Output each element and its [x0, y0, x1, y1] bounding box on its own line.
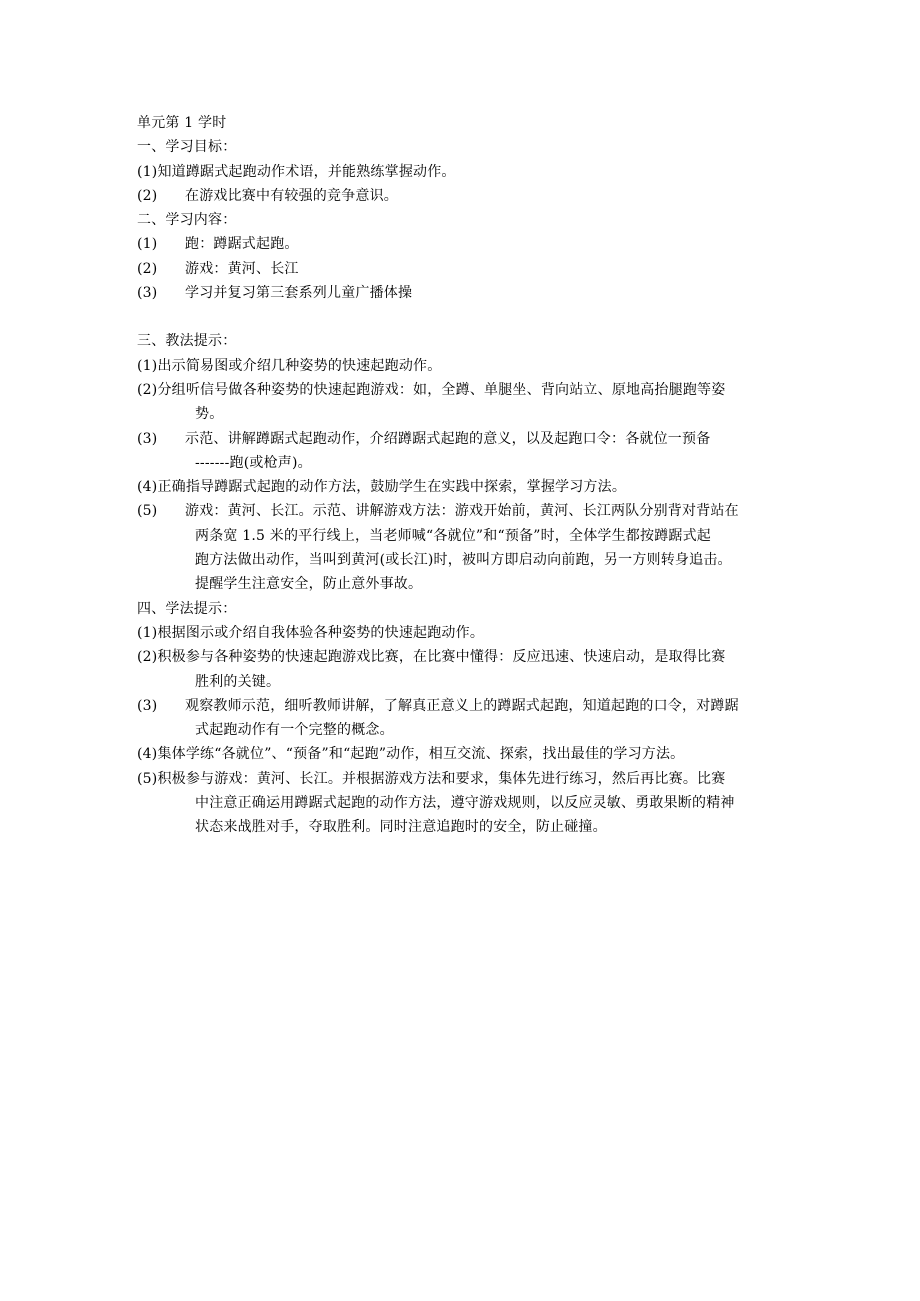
list-item: [137, 645, 787, 669]
section-heading-goals: 一、学习目标：: [137, 139, 237, 156]
item-text: 积极参与游戏：黄河、长江。并根据游戏方法和要求，集体先进行练习，然后再比赛。比赛: [157, 770, 726, 787]
item-number: (2): [137, 187, 158, 204]
item-number: (2): [137, 260, 158, 277]
item-text: 游戏：黄河、长江: [185, 260, 299, 277]
item-continuation: -------跑(或枪声)。: [195, 454, 312, 471]
list-item: [137, 742, 787, 766]
blank-line: [137, 305, 787, 329]
item-number: (1): [137, 357, 158, 374]
item-text: 学习并复习第三套系列儿童广播体操: [185, 285, 413, 302]
item-continuation: 式起跑动作有一个完整的概念。: [195, 722, 394, 739]
item-continuation: 提醒学生注意安全，防止意外事故。: [195, 576, 423, 593]
list-item: [137, 232, 787, 256]
list-item: [137, 160, 787, 184]
item-number: (1): [137, 163, 158, 180]
list-item: [137, 378, 787, 402]
item-text: 观察教师示范，细听教师讲解，了解真正意义上的蹲踞式起跑，知道起跑的口令，对蹲踞: [185, 697, 739, 714]
item-text: 知道蹲踞式起跑动作术语，并能熟练掌握动作。: [157, 163, 456, 180]
item-continuation: 跑方法做出动作，当叫到黄河(或长江)时，被叫方即启动向前跑，另一方则转身追击。: [195, 552, 732, 569]
document-title: 单元第 1 学时: [137, 115, 227, 131]
item-text: 游戏：黄河、长江。示范、讲解游戏方法：游戏开始前，黄河、长江两队分别背对背站在: [185, 503, 739, 520]
item-number: (5): [137, 770, 158, 787]
list-item: [137, 475, 787, 499]
item-text: 积极参与各种姿势的快速起跑游戏比赛，在比赛中懂得：反应迅速、快速启动，是取得比赛: [157, 649, 726, 666]
list-item: [137, 694, 787, 718]
item-text: 分组听信号做各种姿势的快速起跑游戏：如，全蹲、单腿坐、背向站立、原地高抬腿跑等姿: [157, 381, 726, 398]
item-number: (5): [137, 503, 158, 520]
list-item: [137, 767, 787, 791]
item-text: 示范、讲解蹲踞式起跑动作，介绍蹲踞式起跑的意义，以及起跑口令：各就位一预备: [185, 430, 711, 447]
section-heading-content: 二、学习内容：: [137, 212, 237, 229]
item-text: 出示简易图或介绍几种姿势的快速起跑动作。: [157, 357, 442, 374]
item-number: (4): [137, 479, 158, 496]
item-text: 在游戏比赛中有较强的竞争意识。: [185, 187, 398, 204]
item-number: (3): [137, 285, 158, 302]
list-item: [137, 427, 787, 451]
item-text: 集体学练“各就位”、“预备”和“起跑”动作，相互交流、探索，找出最佳的学习方法。: [157, 746, 685, 763]
item-number: (2): [137, 649, 158, 666]
item-text: 正确指导蹲踞式起跑的动作方法，鼓励学生在实践中探索，掌握学习方法。: [157, 479, 627, 496]
item-number: (2): [137, 381, 158, 398]
item-number: (3): [137, 697, 158, 714]
item-text: 跑：蹲踞式起跑。: [185, 236, 299, 253]
list-item: [137, 257, 787, 281]
list-item: [137, 354, 787, 378]
item-continuation: 两条宽 1.5 米的平行线上，当老师喊“各就位”和“预备”时，全体学生都按蹲踞式起: [195, 527, 711, 544]
section-heading-learning: 四、学法提示：: [137, 600, 237, 617]
item-number: (3): [137, 430, 158, 447]
list-item: [137, 621, 787, 645]
item-continuation: 中注意正确运用蹲踞式起跑的动作方法，遵守游戏规则，以反应灵敏、勇敢果断的精神: [195, 795, 735, 812]
item-number: (1): [137, 236, 158, 253]
list-item: [137, 499, 787, 523]
list-item: [137, 281, 787, 305]
list-item: [137, 184, 787, 208]
item-text: 根据图示或介绍自我体验各种姿势的快速起跑动作。: [157, 624, 485, 641]
item-number: (1): [137, 624, 158, 641]
document-page: [137, 111, 787, 840]
item-continuation: 状态来战胜对手，夺取胜利。同时注意追跑时的安全，防止碰撞。: [195, 819, 607, 836]
item-continuation: 胜利的关键。: [195, 673, 281, 690]
item-number: (4): [137, 746, 158, 763]
section-heading-teaching: 三、教法提示：: [137, 333, 237, 350]
item-continuation: 势。: [195, 406, 224, 423]
